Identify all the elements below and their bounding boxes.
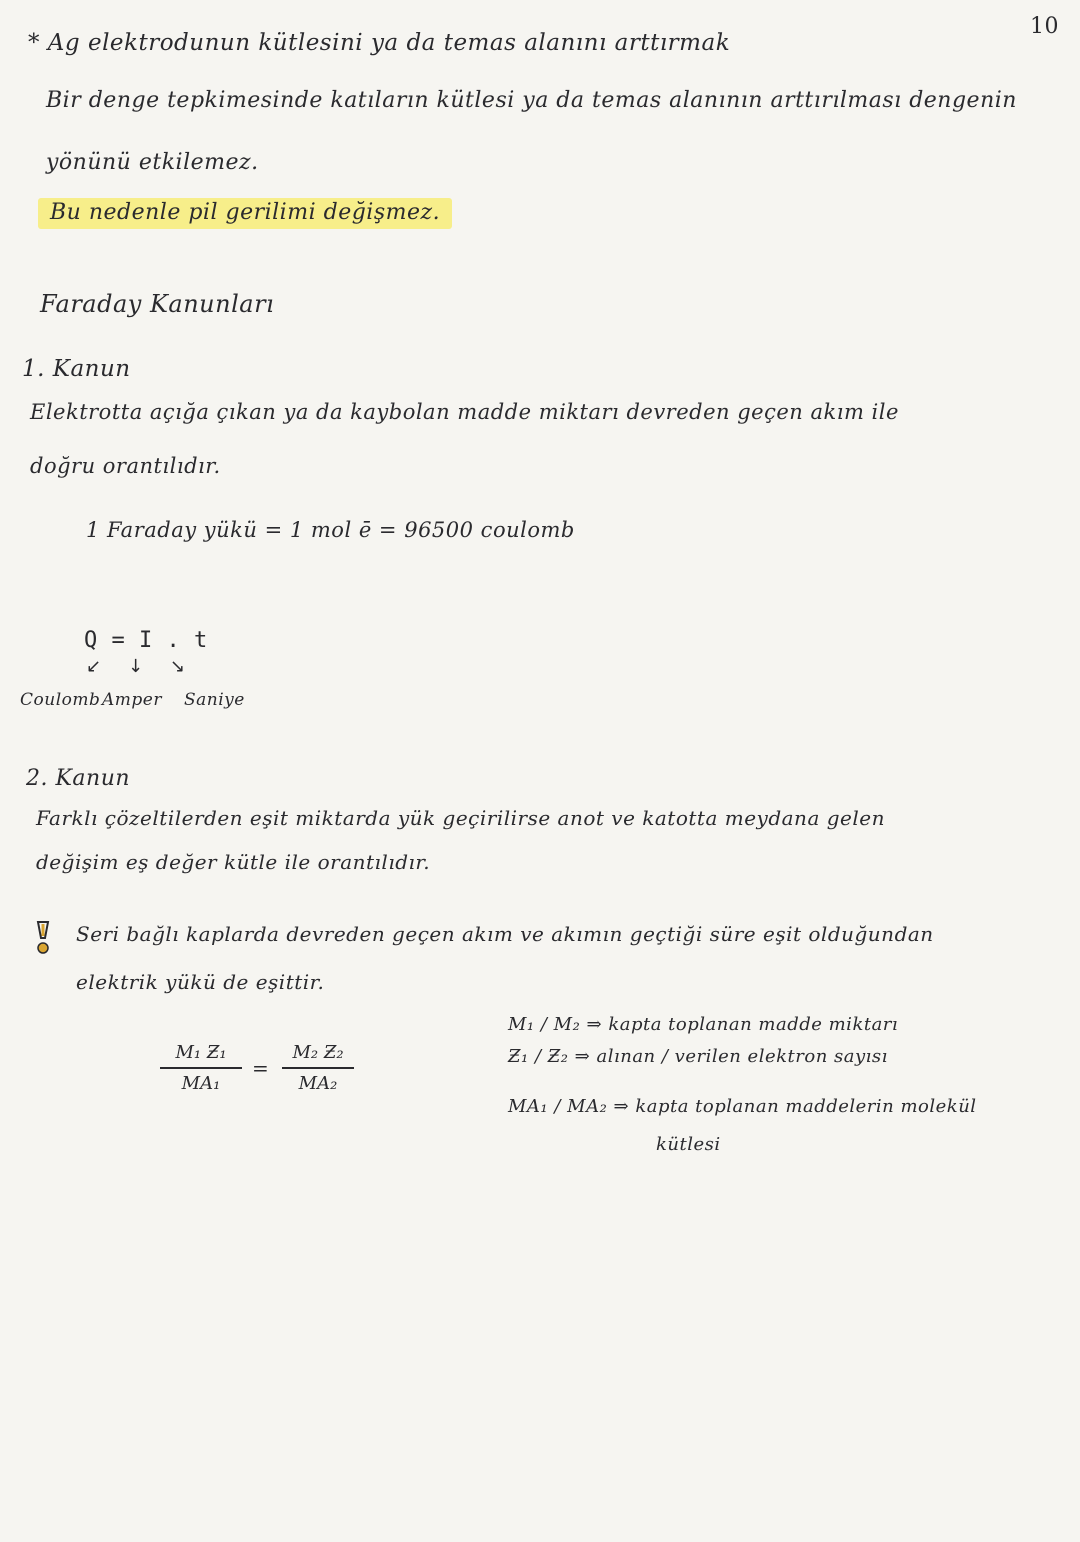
lightbulb-icon (36, 920, 50, 956)
note-line-1: * Ag elektrodunun kütlesini ya da temas alanını arttırmak (28, 30, 731, 56)
law2-text-line-1: Farklı çözeltilerden eşit miktarda yük geçirilirse anot ve katotta meydana gelen (36, 806, 885, 830)
faraday-constant: 1 Faraday yükü = 1 mol ē = 96500 coulomb (86, 518, 575, 542)
arrow-down-right-icon: ↘ (170, 656, 186, 677)
unit-amper: Amper (102, 690, 162, 710)
equation-right-fraction (282, 1042, 354, 1094)
law1-text-line-1: Elektrotta açığa çıkan ya da kaybolan madde miktarı devreden geçen akım ile (30, 400, 899, 424)
law1-title: 1. Kanun (22, 356, 131, 382)
highlighted-conclusion: Bu nedenle pil gerilimi değişmez. (38, 198, 452, 229)
note2-line-2: elektrik yükü de eşittir. (76, 970, 325, 994)
equation-left-numerator: M₁ Ƶ₁ (175, 1042, 227, 1063)
note-line-3: yönünü etkilemez. (46, 150, 259, 175)
equation-left-fraction (160, 1042, 242, 1094)
law1-text-line-2: doğru orantılıdır. (30, 454, 221, 478)
arrow-down-icon: ↓ (128, 656, 144, 677)
page-number: 10 (1030, 14, 1059, 39)
note2-line-1: Seri bağlı kaplarda devreden geçen akım ve akımın geçtiği süre eşit olduğundan (76, 922, 934, 946)
unit-saniye: Saniye (184, 690, 245, 710)
section-title: Faraday Kanunları (40, 290, 275, 318)
fraction-bar (160, 1067, 242, 1069)
legend-line-1: M₁ / M₂ ⇒ kapta toplanan madde miktarı (508, 1014, 899, 1035)
law2-text-line-2: değişim eş değer kütle ile orantılıdır. (36, 850, 431, 874)
equation-left-denominator: MA₁ (181, 1073, 221, 1094)
note-line-2: Bir denge tepkimesinde katıların kütlesi ya da temas alanının arttırılması dengenin (46, 88, 1017, 113)
equation-right-numerator: M₂ Ƶ₂ (292, 1042, 344, 1063)
law2-title: 2. Kanun (26, 766, 131, 791)
unit-coulomb: Coulomb (20, 690, 101, 710)
legend-line-4: kütlesi (656, 1134, 721, 1155)
fraction-bar (282, 1067, 354, 1069)
legend-line-2: Ƶ₁ / Ƶ₂ ⇒ alınan / verilen elektron sayısı (508, 1046, 888, 1067)
equation-equals: = (252, 1056, 270, 1080)
charge-formula: Q = I . t (84, 628, 208, 653)
equation-right-denominator: MA₂ (298, 1073, 338, 1094)
arrow-down-left-icon: ↙ (86, 656, 102, 677)
legend-line-3: MA₁ / MA₂ ⇒ kapta toplanan maddelerin molekül (508, 1096, 977, 1117)
